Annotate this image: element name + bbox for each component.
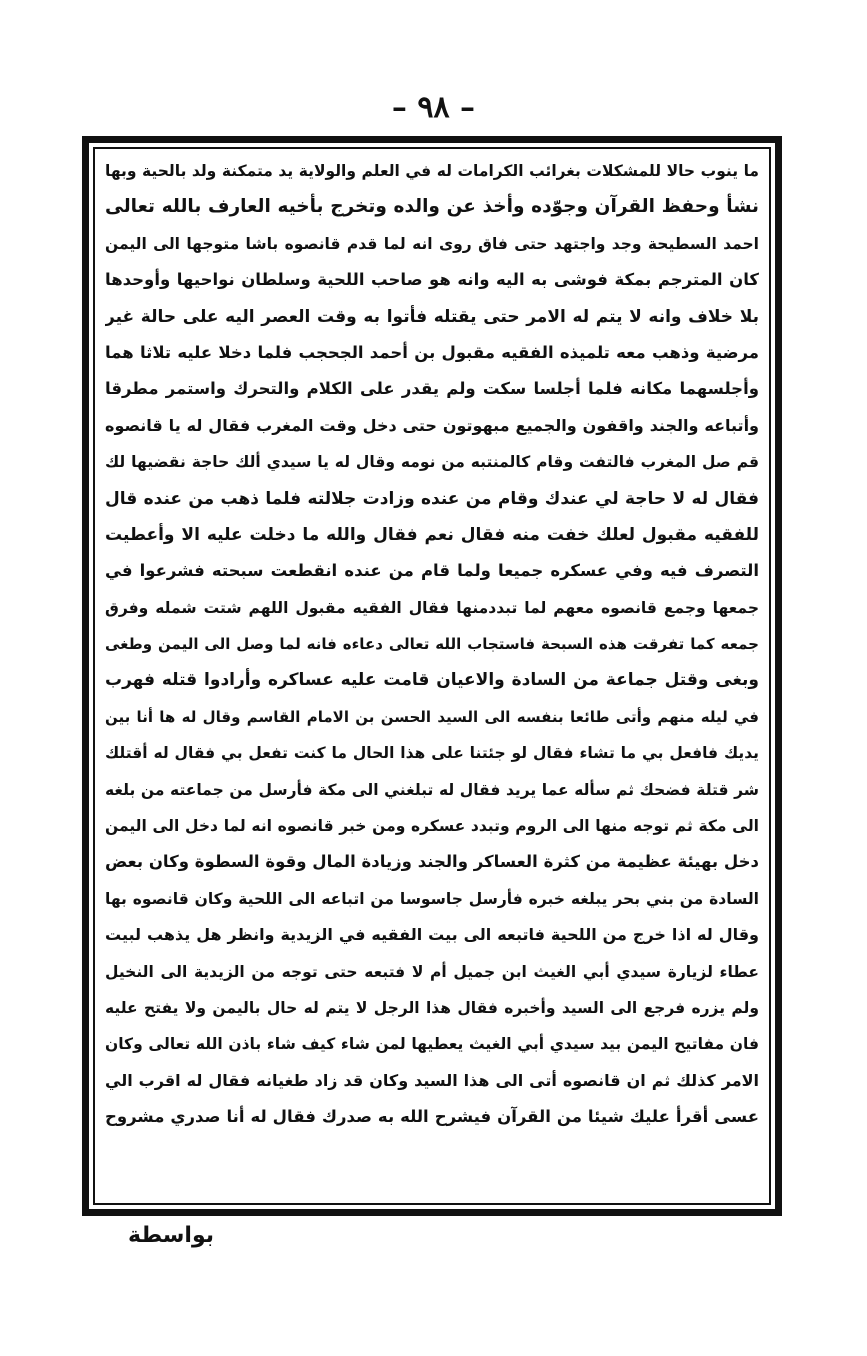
text-frame [82,136,782,1216]
text-line: ولم يزره فرجع الى السيد وأخبره فقال هذا الرجل لا يتم له حال باليمن ولا يفتح عليه [105,998,759,1017]
text-line: جمعه كما تفرقت هذه السبحة فاستجاب الله تعالى دعاءه فانه لما وصل الى اليمن وطغى [105,635,759,654]
text-line: فقال له لا حاجة لي عندك وقام من عنده وزادت جلالته فلما ذهب من عنده قال [105,488,759,509]
text-line: شر قتلة فضحك ثم سأله عما يريد فقال له تبلغني الى مكة فأرسل من جماعته من بلغه [105,780,759,799]
text-line: يديك فافعل بي ما تشاء فقال لو جئتنا على هذا الحال ما كنت تفعل بي فقال له أقتلك [105,744,759,763]
text-line: جمعها وجمع قانصوه معهم لما تبددمنها فقال الفقيه مقبول اللهم شتت شمله وفرق [105,598,759,617]
text-frame-inner-border [93,147,771,1205]
text-line: ما ينوب حالا للمشكلات بغرائب الكرامات له في العلم والولاية يد متمكنة ولد بالحية وبها [105,162,759,180]
text-line: مرضية وذهب معه تلميذه الفقيه مقبول بن أحمد الجحجب فلما دخلا عليه تلاثا هما [105,342,759,362]
text-line: فان مفاتيح اليمن بيد سيدي أبي الغيث يعطيها لمن شاء كيف شاء باذن الله تعالى وكان [105,1035,759,1054]
text-line: عطاء لزيارة سيدي أبي الغيث ابن جميل أم لا فتبعه حتى توجه من الزيدية الى النخيل [105,962,759,981]
text-line: قم صل المغرب فالتفت وقام كالمنتبه من نومه وقال له يا سيدي ألك حاجة نقضيها لك [105,453,759,472]
text-line: الامر كذلك ثم ان قانصوه أتى الى هذا السيد وكان قد زاد طغيانه فقال له اقرب الي [105,1070,759,1090]
text-line: الى مكة ثم توجه منها الى الروم وتبدد عسكره ومن خبر قانصوه انه لما دخل الى اليمن [105,817,759,836]
text-line: كان المترجم بمكة فوشى به اليه وانه هو صاحب اللحية وسلطان نواحيها وأوحدها [105,270,759,290]
catchword: بواسطة [128,1223,215,1248]
text-line: دخل بهيئة عظيمة من كثرة العساكر والجند وزيادة المال وقوة السطوة وكان بعض [105,852,759,872]
text-block [105,153,759,1199]
text-line: للفقيه مقبول لعلك خفت منه فقال نعم فقال والله ما دخلت عليه الا وأعطيت [105,524,759,545]
text-line: نشأ وحفظ القرآن وجوّده وأخذ عن والده وتخرج بأخيه العارف بالله تعالى [105,196,759,218]
text-line: بلا خلاف وانه لا يتم له الامر حتى يقتله فأتوا به وقت العصر اليه على حالة غير [105,306,759,327]
text-line: السادة من بني بحر يبلغه خبره فأرسل جاسوسا من اتباعه الى اللحية وكان قانصوه بها [105,889,759,908]
text-line: التصرف فيه وفي عسكره جميعا ولما قام من عنده انقطعت سبحته فشرعوا في [105,561,759,581]
text-line: وأجلسهما مكانه فلما أجلسا سكت ولم يقدر على الكلام والتحرك واستمر مطرقا [105,379,759,399]
text-line: عسى أقرأ عليك شيئا من القرآن فيشرح الله به صدرك فقال له أنا صدري مشروح [105,1107,759,1127]
text-line: في ليله منهم وأتى طائعا بنفسه الى السيد الحسن بن الامام القاسم وقال له ها أنا بين [105,707,759,726]
page-number: – ٩٨ – [391,90,476,125]
text-line: وقال له اذا خرج من اللحية فاتبعه الى بيت الفقيه في الزيدية وانظر هل يذهب لبيت [105,925,759,945]
text-line: وبغى وقتل جماعة من السادة والاعيان قامت عليه عساكره وأرادوا قتله فهرب [105,670,759,691]
text-line: وأتباعه والجند واقفون والجميع مبهوتون حتى دخل وقت المغرب فقال له يا قانصوه [105,415,759,435]
text-line: احمد السطيحة وجد واجتهد حتى فاق روى انه لما قدم قانصوه باشا متوجها الى اليمن [105,234,759,253]
